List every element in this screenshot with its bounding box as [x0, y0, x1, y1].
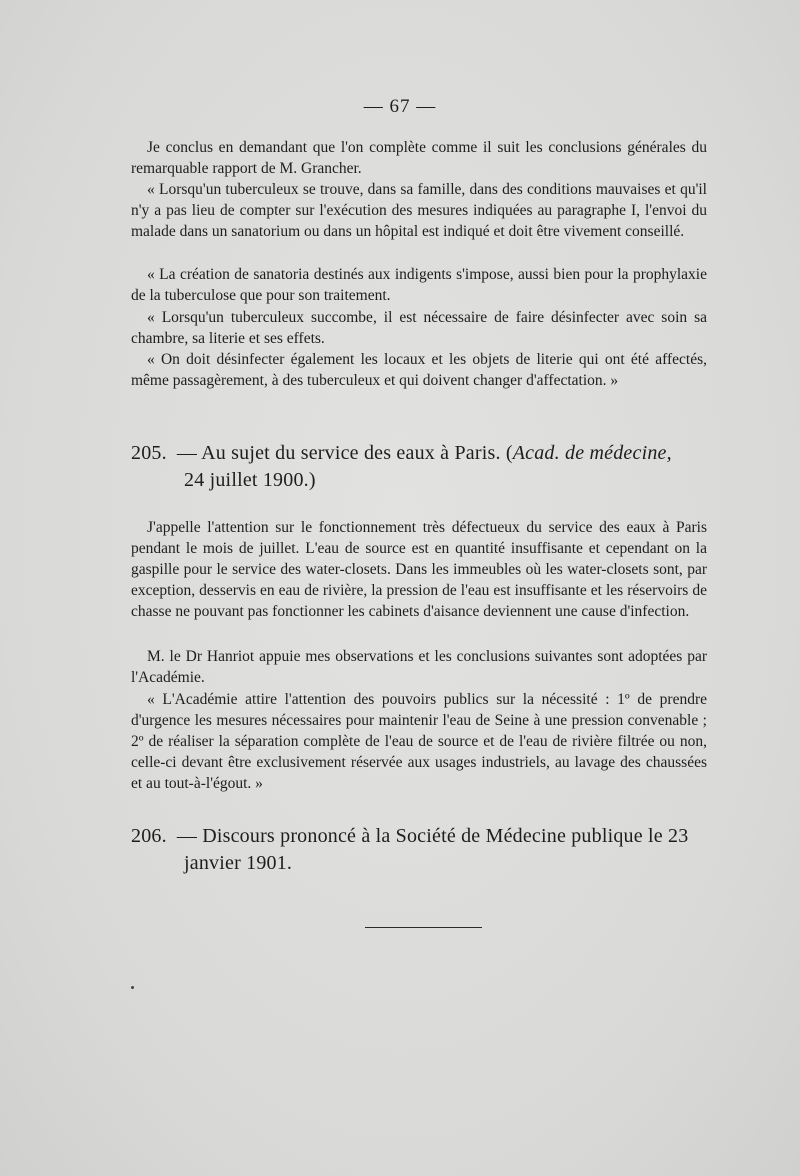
page-number: — 67 — [363, 96, 437, 117]
section-title-continued: 24 juillet 1900.) [184, 469, 316, 491]
paragraph: « Lorsqu'un tuberculeux se trouve, dans sa famille, dans des conditions mauvaises et qu'il n'y a pas lieu de compter sur l'exécution des mesures indiquées au paragraphe I, l'envoi du malade dans un sanatorium ou dans un hôpital est indiqué et doit être vivement conseillé. [131, 181, 707, 240]
paragraph: Je conclus en demandant que l'on complète comme il suit les conclusions générales du remarquable rapport de M. Grancher. [131, 139, 707, 177]
paragraph: « L'Académie attire l'attention des pouvoirs publics sur la nécessité : 1º de prendre d'urgence les mesures nécessaires pour maintenir l'eau de Seine à une pression convenable ; 2º de réaliser la séparation complète de l'eau de source et de l'eau de rivière filtrée ou non, celle-ci devant être exclusivement réservée aux usages industriels, au lavage des chaussées et au tout-à-l'égout. » [131, 691, 707, 792]
section-number: 205. [131, 442, 167, 464]
section-heading-206 [131, 823, 711, 877]
paragraph: J'appelle l'attention sur le fonctionnement très défectueux du service des eaux à Paris pendant le mois de juillet. L'eau de source est en quantité insuffisante et cependant on la gaspille pour le service des water-closets. Dans les immeubles où les water-closets sont, par exception, desservis en eau de rivière, la pression de l'eau est insuffisante et les réservoirs de chasse ne pouvant pas fonctionner les cabinets d'aisance deviennent une cause d'infection. [131, 519, 707, 620]
section-heading-205 [131, 440, 711, 494]
section-divider [365, 927, 482, 928]
section-source: Acad. de médecine, [512, 442, 672, 464]
section-number: 206. [131, 825, 167, 847]
paragraph: M. le Dr Hanriot appuie mes observations et les conclusions suivantes sont adoptées par l'Académie. [131, 648, 707, 686]
paragraph: « On doit désinfecter également les locaux et les objets de literie qui ont été affectés, même passagèrement, à des tuberculeux et qui doivent changer d'affectation. » [131, 351, 707, 389]
paragraph: « La création de sanatoria destinés aux indigents s'impose, aussi bien pour la prophylaxie de la tuberculose que pour son traitement. [131, 266, 707, 304]
paragraph: « Lorsqu'un tuberculeux succombe, il est nécessaire de faire désinfecter avec soin sa chambre, sa literie et ses effets. [131, 309, 707, 347]
section-title: — Discours prononcé à la Société de Médecine publique le 23 [176, 825, 689, 847]
ink-speck [131, 986, 134, 989]
section-title: — Au sujet du service des eaux à Paris. ( [176, 442, 513, 464]
section-title-continued: janvier 1901. [184, 852, 293, 874]
